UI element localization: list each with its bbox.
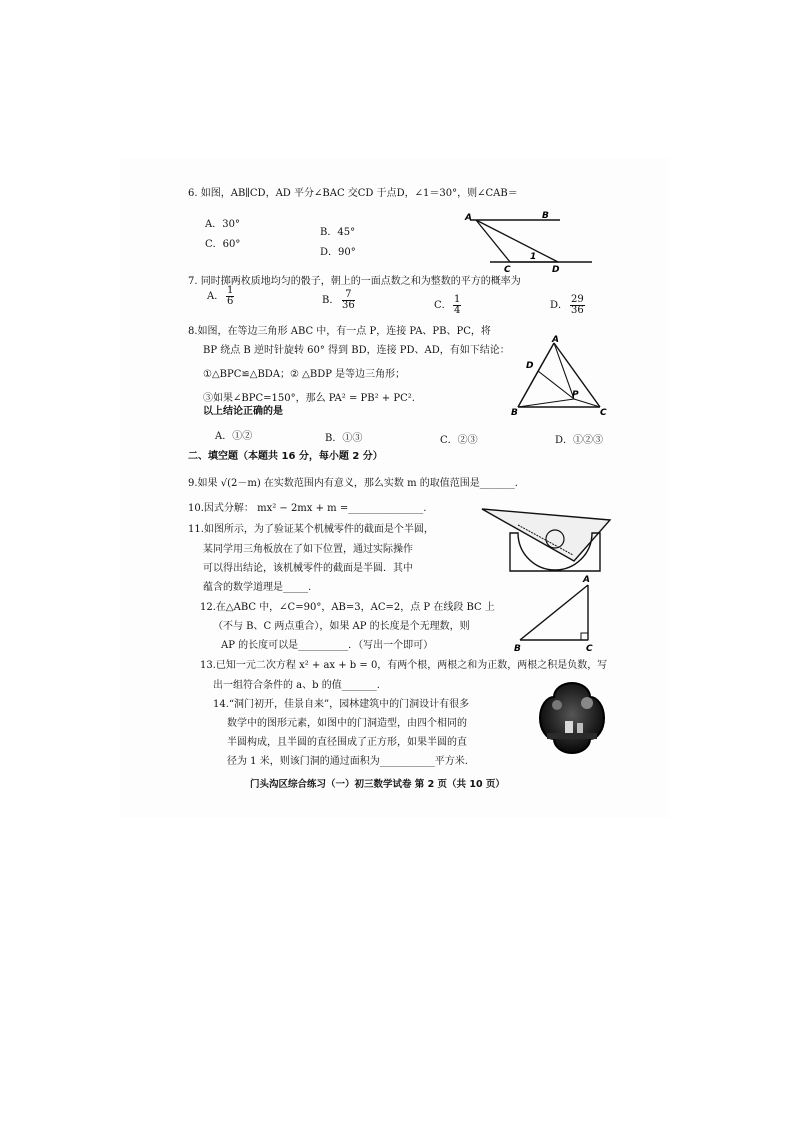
q7-option-a-letter: A． [207, 291, 225, 302]
q14-line4: 径为 1 米，则该门洞的通过面积为___________平方米. [227, 756, 468, 767]
q12-figure [510, 575, 600, 655]
moon-gate-photo [527, 683, 617, 753]
q6-label-d: D [552, 265, 560, 275]
q12-line3: AP 的长度可以是__________．（写出一个即可） [221, 640, 434, 651]
q7-option-c-letter: C． [434, 300, 452, 311]
q14-line1: 14.“洞门初开，佳景自来”，园林建筑中的门洞设计有很多 [213, 699, 470, 710]
q6-option-d: D．90° [320, 247, 356, 258]
q12-label-b: B [514, 644, 521, 654]
q7-b-num: 7 [342, 290, 355, 301]
q8-label-p: P [572, 390, 579, 400]
q8-line3: ①△BPC≌△BDA；② △BDP 是等边三角形； [203, 369, 406, 380]
q14-line2: 数学中的图形元素，如图中的门洞造型，由四个相同的 [227, 718, 467, 729]
q6-label-a: A [465, 213, 472, 223]
page-footer: 门头沟区综合练习（一）初三数学试卷 第 2 页（共 10 页） [250, 779, 505, 790]
q7-c-num: 1 [454, 294, 461, 305]
q13-line1: 13.已知一元二次方程 x² + ax + b = 0，有两个根，两根之和为正数，两根之积是负数，写 [200, 660, 608, 671]
q7-option-c-fraction [453, 295, 461, 316]
q7-option-d-letter: D． [550, 300, 569, 311]
q8-label-b: B [511, 408, 518, 418]
q6-stem: 6. 如图，AB∥CD，AD 平分∠BAC 交CD 于点D，∠1＝30°，则∠CAB＝ [188, 188, 518, 199]
q8-line1: 8.如图，在等边三角形 ABC 中，有一点 P，连接 PA、PB、PC，将 [188, 326, 491, 337]
q8-option-a: A．①② [215, 431, 253, 442]
q8-line5: 以上结论正确的是 [203, 406, 283, 417]
q7-option-b-fraction [342, 290, 355, 311]
q12-label-a: A [583, 575, 590, 585]
q11-line2: 某同学用三角板放在了如下位置，通过实际操作 [203, 544, 413, 555]
q6-label-b: B [542, 211, 549, 221]
q7-stem: 7. 同时掷两枚质地均匀的骰子，朝上的一面点数之和为整数的平方的概率为 [188, 276, 521, 287]
q6-option-b: B．45° [320, 227, 356, 238]
q8-label-c: C [600, 408, 607, 418]
q11-line1: 11.如图所示，为了验证某个机械零件的截面是个半圆， [188, 524, 434, 535]
q8-option-b: B．①③ [325, 433, 363, 444]
q7-b-den: 36 [342, 300, 355, 311]
q8-option-c: C．②③ [440, 435, 478, 446]
q6-option-c: C．60° [205, 239, 241, 250]
q7-d-num: 29 [571, 294, 584, 305]
q6-label-c: C [504, 265, 511, 275]
q7-option-d-fraction [570, 295, 585, 316]
q6-option-a: A．30° [205, 219, 240, 230]
section-2-heading: 二、填空题（本题共 16 分，每小题 2 分） [188, 451, 383, 462]
q12-label-c: C [586, 644, 593, 654]
q8-line4: ③如果∠BPC=150°，那么 PA² = PB² + PC². [203, 393, 415, 404]
q8-figure [510, 335, 610, 420]
q8-option-d: D．①②③ [555, 435, 604, 446]
q8-line2: BP 绕点 B 逆时针旋转 60° 得到 BD，连接 PD、AD，有如下结论： [203, 345, 510, 356]
q7-c-den: 4 [454, 305, 461, 316]
q7-a-num: 1 [227, 285, 234, 296]
q7-option-b-letter: B． [322, 295, 340, 306]
q8-label-a: A [552, 335, 559, 345]
q14-line3: 半圆构成，且半圆的直径围成了正方形，如果半圆的直 [227, 737, 467, 748]
q6-label-1: 1 [530, 252, 537, 262]
q7-a-den: 6 [227, 296, 234, 307]
q8-label-d: D [526, 361, 534, 371]
q7-d-den: 36 [571, 305, 584, 316]
q11-line3: 可以得出结论，该机械零件的截面是半圆．其中 [203, 563, 413, 574]
q10-text: 10.因式分解： mx² − 2mx + m =_______________. [188, 503, 427, 514]
q11-figure [478, 505, 613, 575]
q9-text: 9.如果 √(2－m) 在实数范围内有意义，那么实数 m 的取值范围是_______. [188, 478, 518, 489]
q6-figure [460, 210, 600, 275]
q7-option-a-fraction [226, 286, 234, 307]
q11-line4: 蕴含的数学道理是_____. [203, 582, 312, 593]
q12-line2: （不与 B、C 两点重合），如果 AP 的长度是个无理数，则 [213, 621, 470, 632]
q12-line1: 12.在△ABC 中，∠C=90°，AB=3，AC=2，点 P 在线段 BC 上 [200, 602, 495, 613]
q13-line2: 出一组符合条件的 a、b 的值_______. [213, 680, 380, 691]
